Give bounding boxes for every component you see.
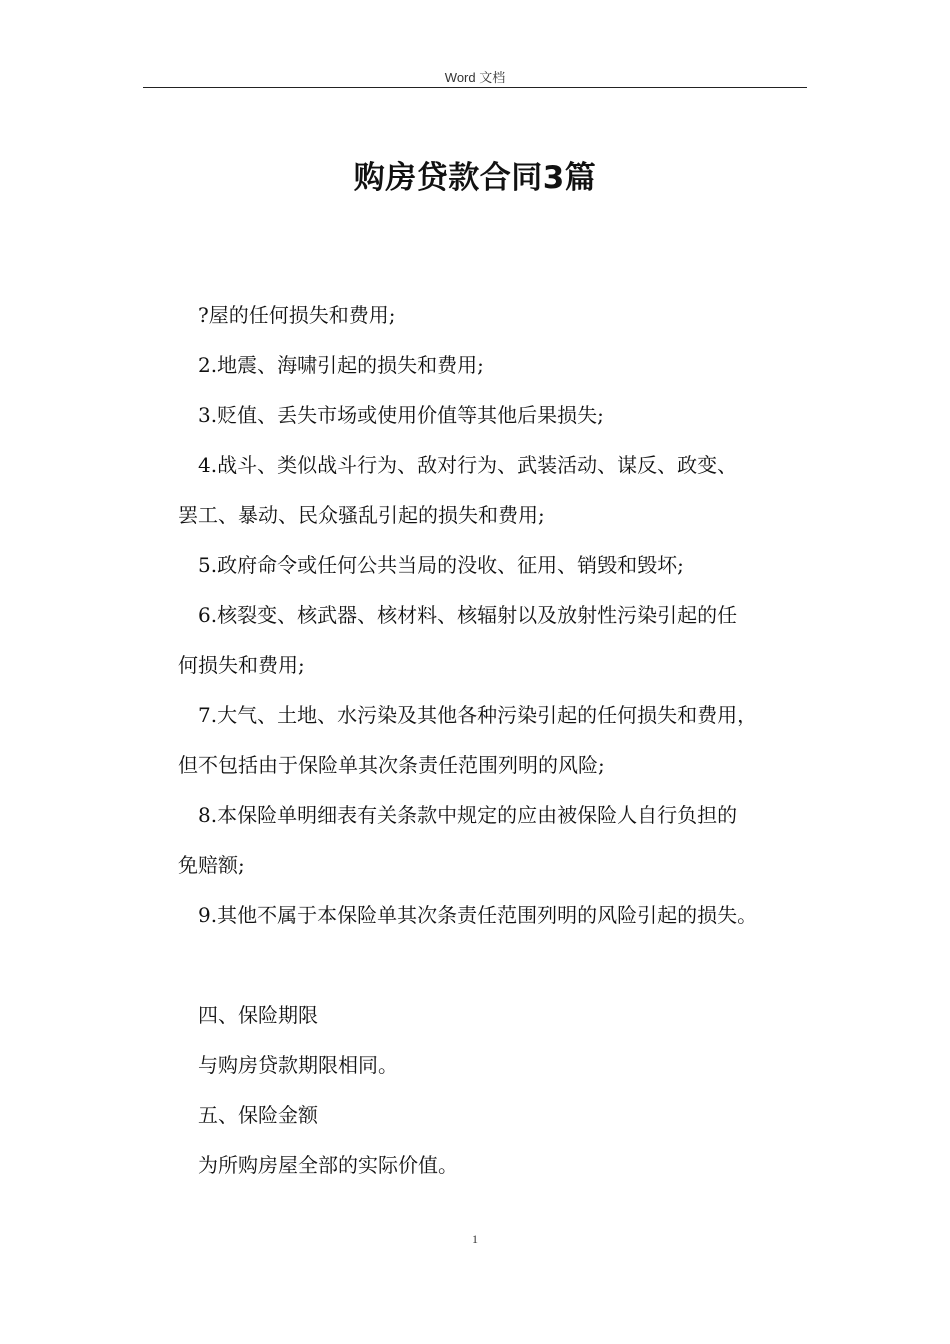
paragraph-line: 5.政府命令或任何公共当局的没收、征用、销毁和毁坏; [198,553,684,577]
paragraph-line: 7.大气、土地、水污染及其他各种污染引起的任何损失和费用， [198,703,758,727]
paragraph-line: 4.战斗、类似战斗行为、敌对行为、武装活动、谋反、政变、 [198,453,738,477]
paragraph-line: ?屋的任何损失和费用; [198,303,396,327]
paragraph-line: 3.贬值、丢失市场或使用价值等其他后果损失; [198,403,604,427]
paragraph-line: 6.核裂变、核武器、核材料、核辐射以及放射性污染引起的任 [198,603,738,627]
paragraph-line: 与购房贷款期限相同。 [198,1053,398,1077]
page-number: 1 [472,1232,478,1246]
section-heading: 五、保险金额 [198,1103,318,1127]
document-title: 购房贷款合同3篇 [353,160,597,196]
paragraph-line: 为所购房屋全部的实际价值。 [198,1153,458,1177]
paragraph-line: 何损失和费用; [178,653,305,677]
paragraph-line: 2.地震、海啸引起的损失和费用; [198,353,484,377]
header-divider [143,87,807,88]
paragraph-line: 免赔额; [178,853,245,877]
paragraph-line: 罢工、暴动、民众骚乱引起的损失和费用; [178,503,545,527]
paragraph-line: 9.其他不属于本保险单其次条责任范围列明的风险引起的损失。 [198,903,758,927]
paragraph-line: 8.本保险单明细表有关条款中规定的应由被保险人自行负担的 [198,803,738,827]
section-heading: 四、保险期限 [198,1003,318,1027]
header-text: Word 文档 [444,70,506,85]
paragraph-line: 但不包括由于保险单其次条责任范围列明的风险; [178,753,605,777]
